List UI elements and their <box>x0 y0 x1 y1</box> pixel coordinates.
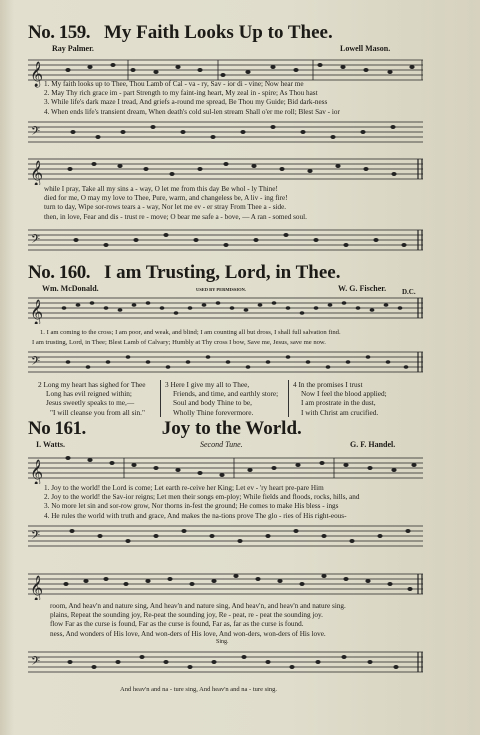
lyric-line: 3. No more let sin and sor-row grow, Nor thorns in-fest the ground; He comes to make His bless - ings <box>44 502 339 511</box>
hymn-number: No. 159. <box>28 22 90 43</box>
hymn-161-title <box>28 418 302 440</box>
hymn-159-bass-staff-2 <box>28 224 423 256</box>
hymn-160-author: Wm. McDonald. <box>42 284 99 293</box>
verse-line: Now I feel the blood applied; <box>301 389 387 399</box>
lyric-line: 4. He rules the world with truth and grace, And makes the na-tions prove The glo - ries of His right-eous- <box>44 511 347 520</box>
hymn-160-line-a: 1. I am coming to the cross; I am poor, and weak, and blind; I am counting all but dross, I shall full salvation find. <box>40 329 341 336</box>
verse-2 <box>38 380 145 417</box>
hymn-161-bass-staff-1 <box>28 522 423 552</box>
verse-line: Long has evil reigned within; <box>46 389 132 399</box>
lyric-line: 1. Joy to the world! the Lord is come; Let earth re-ceive her King; Let ev - 'ry heart pre-pare Him <box>44 484 324 492</box>
lyric-line: ness, And wonders of His love, And won-ders of His love, And won-ders, won-ders of His love. <box>50 629 326 638</box>
lyric-line: 2. May Thy rich grace im - part Strength to my faint-ing heart, My zeal in - spire; As Thou hast <box>44 89 318 98</box>
verse-line: Wholly Thine forevermore. <box>173 407 254 417</box>
bottom-lyric-line: And heav'n and na - ture sing, And heav'n and na - ture sing. <box>120 686 278 693</box>
lyric-line: flow Far as the curse is found, Far as the curse is found, Far as, far as the curse is found. <box>50 620 304 629</box>
hymn-160-line-b: I am trusting, Lord, in Thee; Blest Lamb of Calvary; Humbly at Thy cross I bow, Save me, Jesus, save me now. <box>32 339 326 346</box>
verse-line: "I will cleanse you from all sin." <box>50 407 145 417</box>
svg-text:𝄢: 𝄢 <box>31 656 41 671</box>
hymn-159-treble-staff-2 <box>28 155 423 185</box>
svg-text:𝄞: 𝄞 <box>30 61 44 86</box>
hymn-name: My Faith Looks Up to Thee. <box>103 22 333 43</box>
hymn-161-composer: G. F. Handel. <box>350 440 396 449</box>
verse-3 <box>160 380 278 417</box>
lyric-line: plains, Repeat the sounding joy, Re-peat the sounding joy, Re - peat, re - peat the sounding joy. <box>50 611 323 620</box>
verse-line: I with Christ am crucified. <box>301 407 379 417</box>
verse-line: Friends, and time, and earthly store; <box>173 389 279 399</box>
hymn-159-lyrics-b <box>44 185 424 222</box>
lyric-line: 3. While life's dark maze I tread, And griefs a-round me spread, Be Thou my Guide; Bid dark-ness <box>44 98 328 107</box>
lyric-line: room, And heav'n and nature sing, And heav'n and nature sing, And heav'n, and heav'n and nature sing. <box>50 602 346 610</box>
hymn-159-lyrics-a <box>44 80 424 117</box>
verse-4 <box>288 380 387 417</box>
permission-note: USED BY PERMISSION. <box>196 287 246 292</box>
hymn-161-subtitle: Second Tune. <box>200 440 243 449</box>
svg-text:𝄢: 𝄢 <box>31 530 41 545</box>
hymn-161-treble-staff-1 <box>28 450 423 484</box>
hymn-159-bass-staff-1 <box>28 118 423 148</box>
hymn-161-lyrics-a <box>44 484 424 521</box>
svg-text:𝄞: 𝄞 <box>30 459 44 484</box>
hymn-159-composer: Lowell Mason. <box>340 44 391 53</box>
lyric-line: 4. When ends life's transient dream, When death's cold sul-len stream Shall o'er me roll; Blest Sav - ior <box>44 107 340 116</box>
hymn-161-author: I. Watts. <box>36 440 65 449</box>
sing-label: Sing. <box>216 639 229 645</box>
svg-text:𝄞: 𝄞 <box>30 299 44 324</box>
hymn-160-bass-staff <box>28 348 423 378</box>
svg-text:𝄞: 𝄞 <box>30 160 44 185</box>
hymn-161-bass-staff-2 <box>28 646 423 680</box>
verse-line: 4 In the promises I trust <box>293 380 363 389</box>
verse-line: 3 Here I give my all to Thee, <box>165 380 250 389</box>
hymn-160-treble-staff <box>28 294 423 324</box>
verse-line: Soul and body Thine to be, <box>173 398 252 408</box>
verse-line: Jesus sweetly speaks to me,— <box>46 398 135 408</box>
lyric-line: 2. Joy to the world! the Sav-ior reigns; Let men their songs em-ploy; While fields and floods, rocks, hills, and <box>44 493 360 502</box>
hymn-159-author: Ray Palmer. <box>52 44 94 53</box>
da-capo-mark: D.C. <box>402 288 416 296</box>
lyric-line: died for me, O may my love to Thee, Pure, warm, and changeless be, A liv - ing fire! <box>44 194 288 203</box>
hymn-name: Joy to the World. <box>161 418 302 439</box>
hymn-number: No. 160. <box>28 262 90 283</box>
hymn-161-lyrics-b <box>50 602 430 639</box>
svg-text:𝄢: 𝄢 <box>31 126 41 141</box>
lyric-line: then, in love, Fear and dis - trust re - move; O bear me safe a - bove, — A ran - somed soul. <box>44 212 307 221</box>
svg-text:𝄞: 𝄞 <box>30 575 44 600</box>
lyric-line: turn to day, Wipe sor-rows tears a - way, Nor let me ev - er stray From Thee a - side. <box>44 203 287 212</box>
hymn-159-title <box>28 22 333 44</box>
svg-text:𝄢: 𝄢 <box>31 356 41 371</box>
hymn-number: No 161. <box>28 418 86 439</box>
hymn-160-composer: W. G. Fischer. <box>338 284 387 293</box>
svg-text:𝄢: 𝄢 <box>31 234 41 249</box>
lyric-line: 1. My faith looks up to Thee, Thou Lamb of Cal - va - ry, Sav - ior di - vine; Now hear me <box>44 80 304 88</box>
verse-line: 2 Long my heart has sighed for Thee <box>38 380 146 389</box>
hymn-name: I am Trusting, Lord, in Thee. <box>103 262 341 283</box>
hymn-161-treble-staff-2 <box>28 566 423 600</box>
verse-line: I am prostrate in the dust, <box>301 398 376 408</box>
lyric-line: while I pray, Take all my sins a - way, O let me from this day Be whol - ly Thine! <box>44 185 278 193</box>
hymn-160-title <box>28 262 340 284</box>
